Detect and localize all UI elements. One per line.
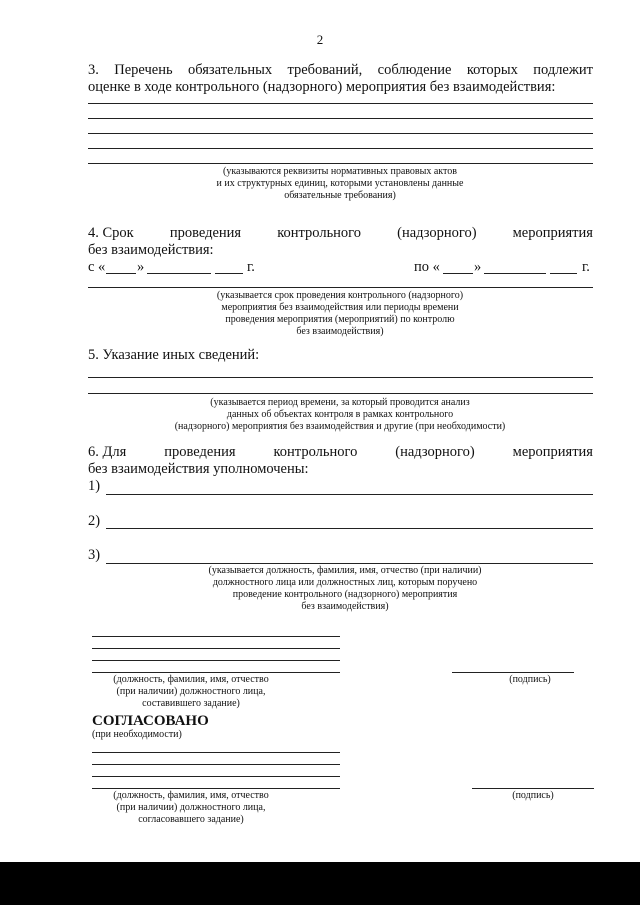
- heading-word: (надзорного): [397, 225, 477, 241]
- note-line: обязательные требования): [284, 190, 396, 201]
- date-to-day-field[interactable]: [443, 273, 473, 274]
- note-line: (при наличии) должностного лица,: [116, 686, 266, 697]
- heading-word: контрольного: [277, 225, 362, 241]
- agreed-position-field[interactable]: [92, 752, 340, 753]
- position-name-field[interactable]: [92, 648, 340, 649]
- heading-word: 6. Для: [88, 444, 127, 460]
- agreed-position-field[interactable]: [92, 764, 340, 765]
- date-from-mid: »: [137, 259, 145, 275]
- agreed-position-field[interactable]: [92, 776, 340, 777]
- fill-line: [88, 118, 593, 119]
- note-line: и их структурных единиц, которыми установлены данные: [216, 178, 464, 189]
- authorized-item-3-number: 3): [88, 547, 101, 563]
- signature-field[interactable]: [452, 672, 574, 673]
- authorized-item-2-field[interactable]: [106, 528, 593, 529]
- authorized-item-2-number: 2): [88, 513, 101, 529]
- note-line: (надзорного) мероприятия без взаимодействия и другие (при необходимости): [174, 421, 506, 432]
- date-to-month-field[interactable]: [484, 273, 546, 274]
- section5-note: [150, 397, 530, 433]
- heading-word: мероприятия: [512, 225, 593, 241]
- note-line: без взаимодействия): [301, 601, 389, 612]
- date-from-prefix: с «: [88, 259, 106, 275]
- note-line: согласовавшего задание): [138, 814, 244, 825]
- date-from-suffix: г.: [247, 259, 255, 275]
- section4-note: [175, 290, 505, 338]
- fill-line: [88, 133, 593, 134]
- section3-note: [190, 166, 490, 202]
- note-line: данных об объектах контроля в рамках контрольного: [226, 409, 454, 420]
- date-to-suffix: г.: [582, 259, 590, 275]
- compiler-note: [96, 674, 286, 710]
- heading-word: 4. Срок: [88, 225, 134, 241]
- section6-note: [180, 565, 510, 613]
- heading-word: проведения: [164, 444, 236, 460]
- heading-word: (надзорного): [395, 444, 475, 460]
- agreed-signature-label: (подпись): [512, 790, 554, 801]
- note-line: проведения мероприятия (мероприятий) по контролю: [225, 314, 455, 325]
- note-line: проведение контрольного (надзорного) мероприятия: [232, 589, 458, 600]
- agreed-position-field[interactable]: [92, 788, 340, 789]
- authorized-item-1-field[interactable]: [106, 494, 593, 495]
- section6-heading-line2: без взаимодействия уполномочены:: [88, 461, 309, 477]
- agreed-title: СОГЛАСОВАНО: [92, 713, 209, 729]
- heading-word: проведения: [169, 225, 242, 241]
- position-name-field[interactable]: [92, 660, 340, 661]
- section6-heading-line1: [88, 444, 593, 461]
- authorized-item-1-number: 1): [88, 478, 101, 494]
- signature-label: (подпись): [509, 674, 551, 685]
- note-line: мероприятия без взаимодействия или периоды времени: [221, 302, 459, 313]
- heading-word: контрольного: [273, 444, 358, 460]
- position-name-field[interactable]: [92, 636, 340, 637]
- note-line: (при наличии) должностного лица,: [116, 802, 266, 813]
- section5-heading: 5. Указание иных сведений:: [88, 347, 260, 363]
- date-from-year-field[interactable]: [215, 273, 243, 274]
- date-to-year-field[interactable]: [550, 273, 577, 274]
- section4-heading-line1: [88, 225, 593, 242]
- agreed-subtitle: (при необходимости): [92, 729, 182, 740]
- date-from-month-field[interactable]: [147, 273, 211, 274]
- fill-line: [88, 148, 593, 149]
- date-to-mid: »: [474, 259, 482, 275]
- note-line: (указывается срок проведения контрольного (надзорного): [216, 290, 464, 301]
- note-line: (указывается должность, фамилия, имя, отчество (при наличии): [208, 565, 482, 576]
- date-to-prefix: по «: [414, 259, 440, 275]
- note-line: составившего задание): [142, 698, 240, 709]
- fill-line: [88, 393, 593, 394]
- note-line: (указывается период времени, за который проводится анализ: [210, 397, 470, 408]
- scan-bottom-edge: [0, 862, 640, 905]
- note-line: должностного лица или должностных лиц, которым поручено: [212, 577, 478, 588]
- note-line: (должность, фамилия, имя, отчество: [113, 674, 269, 685]
- section4-heading-line2: без взаимодействия:: [88, 242, 214, 258]
- heading-word: мероприятия: [512, 444, 593, 460]
- section3-heading-line1: 3. Перечень обязательных требований, соблюдение которых подлежит: [88, 62, 593, 78]
- fill-line: [88, 287, 593, 288]
- fill-line: [88, 103, 593, 104]
- fill-line: [88, 377, 593, 378]
- fill-line: [88, 163, 593, 164]
- agreed-signature-field[interactable]: [472, 788, 594, 789]
- page-number: 2: [316, 32, 324, 47]
- section3-heading-line2: оценке в ходе контрольного (надзорного) мероприятия без взаимодействия:: [88, 79, 556, 95]
- agreed-note: [96, 790, 286, 826]
- note-line: (должность, фамилия, имя, отчество: [113, 790, 269, 801]
- date-from-day-field[interactable]: [106, 273, 136, 274]
- authorized-item-3-field[interactable]: [106, 563, 593, 564]
- note-line: без взаимодействия): [296, 326, 384, 337]
- position-name-field[interactable]: [92, 672, 340, 673]
- note-line: (указываются реквизиты нормативных правовых актов: [223, 166, 457, 177]
